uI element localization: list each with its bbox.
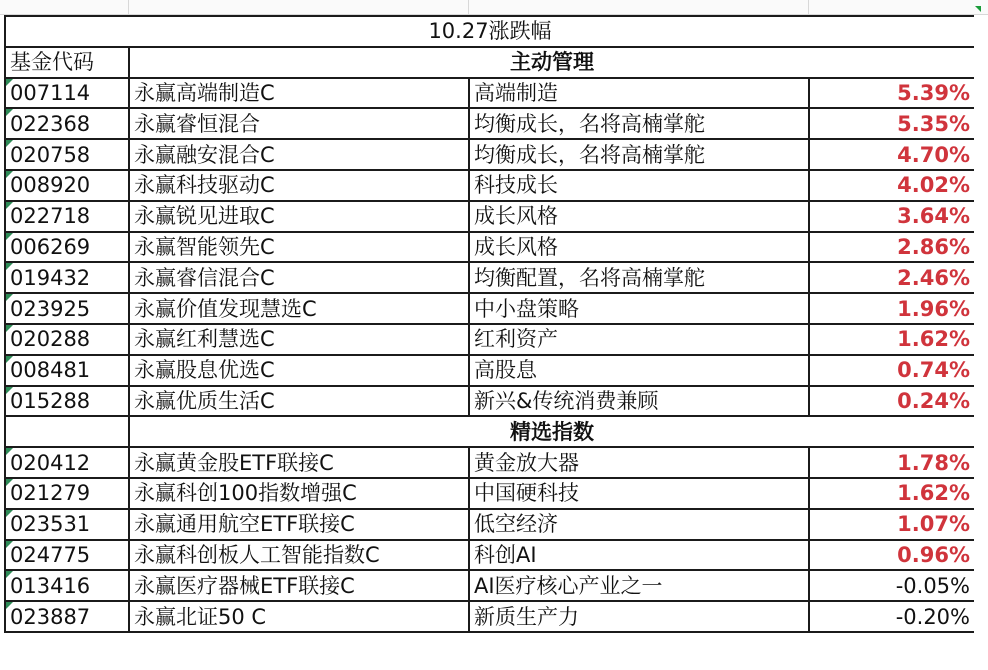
fund-description-cell[interactable]: 黄金放大器 [469, 447, 809, 478]
table-row [5, 540, 975, 571]
fund-description-cell[interactable]: 低空经济 [469, 509, 809, 540]
fund-name-cell[interactable]: 永赢红利慧选C [129, 324, 469, 355]
fund-code-cell[interactable]: 007114 [5, 78, 129, 109]
fund-description-cell[interactable]: 新质生产力 [469, 601, 809, 632]
table-row [5, 232, 975, 263]
fund-name-cell[interactable]: 永赢优质生活C [129, 386, 469, 417]
section-header-row [5, 47, 975, 78]
fund-description-cell[interactable]: 科创AI [469, 540, 809, 571]
section-title[interactable]: 主动管理 [129, 47, 975, 78]
fund-name-cell[interactable]: 永赢睿恒混合 [129, 108, 469, 139]
cell-comment-marker [975, 6, 981, 12]
change-percent-cell[interactable]: 0.24% [809, 386, 975, 417]
change-percent-cell[interactable]: 4.70% [809, 139, 975, 170]
fund-code-cell[interactable]: 020412 [5, 447, 129, 478]
table-row [5, 570, 975, 601]
fund-description-cell[interactable]: 均衡配置，名将高楠掌舵 [469, 262, 809, 293]
fund-name-cell[interactable]: 永赢高端制造C [129, 78, 469, 109]
change-percent-cell[interactable]: 5.35% [809, 108, 975, 139]
column-header-strip [0, 0, 988, 15]
change-percent-cell[interactable]: 2.46% [809, 262, 975, 293]
fund-description-cell[interactable]: 中国硬科技 [469, 478, 809, 509]
fund-description-cell[interactable]: 均衡成长，名将高楠掌舵 [469, 108, 809, 139]
fund-description-cell[interactable]: 成长风格 [469, 201, 809, 232]
fund-code-cell[interactable]: 015288 [5, 386, 129, 417]
fund-description-cell[interactable]: 成长风格 [469, 232, 809, 263]
change-percent-cell[interactable]: 0.74% [809, 355, 975, 386]
fund-name-cell[interactable]: 永赢融安混合C [129, 139, 469, 170]
change-percent-cell[interactable]: 0.96% [809, 540, 975, 571]
fund-description-cell[interactable]: 新兴&传统消费兼顾 [469, 386, 809, 417]
fund-description-cell[interactable]: 高股息 [469, 355, 809, 386]
table-row [5, 447, 975, 478]
table-row [5, 139, 975, 170]
fund-code-cell[interactable]: 006269 [5, 232, 129, 263]
fund-table [4, 15, 976, 633]
change-percent-cell[interactable]: 1.78% [809, 447, 975, 478]
change-percent-cell[interactable]: 1.96% [809, 293, 975, 324]
table-row [5, 509, 975, 540]
table-row [5, 262, 975, 293]
fund-code-cell[interactable]: 020288 [5, 324, 129, 355]
change-percent-cell[interactable]: 2.86% [809, 232, 975, 263]
fund-code-cell[interactable]: 023887 [5, 601, 129, 632]
table-row [5, 201, 975, 232]
fund-name-cell[interactable]: 永赢黄金股ETF联接C [129, 447, 469, 478]
fund-description-cell[interactable]: 高端制造 [469, 78, 809, 109]
fund-code-cell[interactable]: 008920 [5, 170, 129, 201]
fund-code-cell[interactable]: 022718 [5, 201, 129, 232]
table-row [5, 78, 975, 109]
fund-name-cell[interactable]: 永赢科创100指数增强C [129, 478, 469, 509]
table-row [5, 478, 975, 509]
fund-name-cell[interactable]: 永赢科技驱动C [129, 170, 469, 201]
change-percent-cell[interactable]: 1.62% [809, 324, 975, 355]
table-row [5, 108, 975, 139]
title-row [5, 16, 975, 47]
fund-name-cell[interactable]: 永赢通用航空ETF联接C [129, 509, 469, 540]
fund-description-cell[interactable]: 均衡成长，名将高楠掌舵 [469, 139, 809, 170]
fund-description-cell[interactable]: 中小盘策略 [469, 293, 809, 324]
change-percent-cell[interactable]: 5.39% [809, 78, 975, 109]
empty-cell[interactable] [5, 416, 129, 447]
fund-code-cell[interactable]: 024775 [5, 540, 129, 571]
column-header-code[interactable]: 基金代码 [5, 47, 129, 78]
change-percent-cell[interactable]: 4.02% [809, 170, 975, 201]
fund-code-cell[interactable]: 021279 [5, 478, 129, 509]
change-percent-cell[interactable]: 1.62% [809, 478, 975, 509]
table-row [5, 601, 975, 632]
fund-code-cell[interactable]: 020758 [5, 139, 129, 170]
change-percent-cell[interactable]: -0.20% [809, 601, 975, 632]
table-title[interactable]: 10.27涨跌幅 [5, 16, 975, 47]
fund-code-cell[interactable]: 023925 [5, 293, 129, 324]
fund-code-cell[interactable]: 008481 [5, 355, 129, 386]
change-percent-cell[interactable]: 1.07% [809, 509, 975, 540]
fund-name-cell[interactable]: 永赢医疗器械ETF联接C [129, 570, 469, 601]
fund-name-cell[interactable]: 永赢股息优选C [129, 355, 469, 386]
table-row [5, 170, 975, 201]
fund-description-cell[interactable]: 红利资产 [469, 324, 809, 355]
table-row [5, 324, 975, 355]
section-title[interactable]: 精选指数 [129, 416, 975, 447]
fund-description-cell[interactable]: AI医疗核心产业之一 [469, 570, 809, 601]
fund-code-cell[interactable]: 022368 [5, 108, 129, 139]
section-header-row [5, 416, 975, 447]
fund-name-cell[interactable]: 永赢价值发现慧选C [129, 293, 469, 324]
change-percent-cell[interactable]: -0.05% [809, 570, 975, 601]
fund-code-cell[interactable]: 019432 [5, 262, 129, 293]
fund-name-cell[interactable]: 永赢锐见进取C [129, 201, 469, 232]
fund-name-cell[interactable]: 永赢智能领先C [129, 232, 469, 263]
table-row [5, 355, 975, 386]
fund-code-cell[interactable]: 013416 [5, 570, 129, 601]
fund-name-cell[interactable]: 永赢科创板人工智能指数C [129, 540, 469, 571]
table-row [5, 386, 975, 417]
table-row [5, 293, 975, 324]
right-margin [974, 15, 988, 670]
change-percent-cell[interactable]: 3.64% [809, 201, 975, 232]
fund-name-cell[interactable]: 永赢北证50 C [129, 601, 469, 632]
fund-description-cell[interactable]: 科技成长 [469, 170, 809, 201]
fund-code-cell[interactable]: 023531 [5, 509, 129, 540]
fund-name-cell[interactable]: 永赢睿信混合C [129, 262, 469, 293]
